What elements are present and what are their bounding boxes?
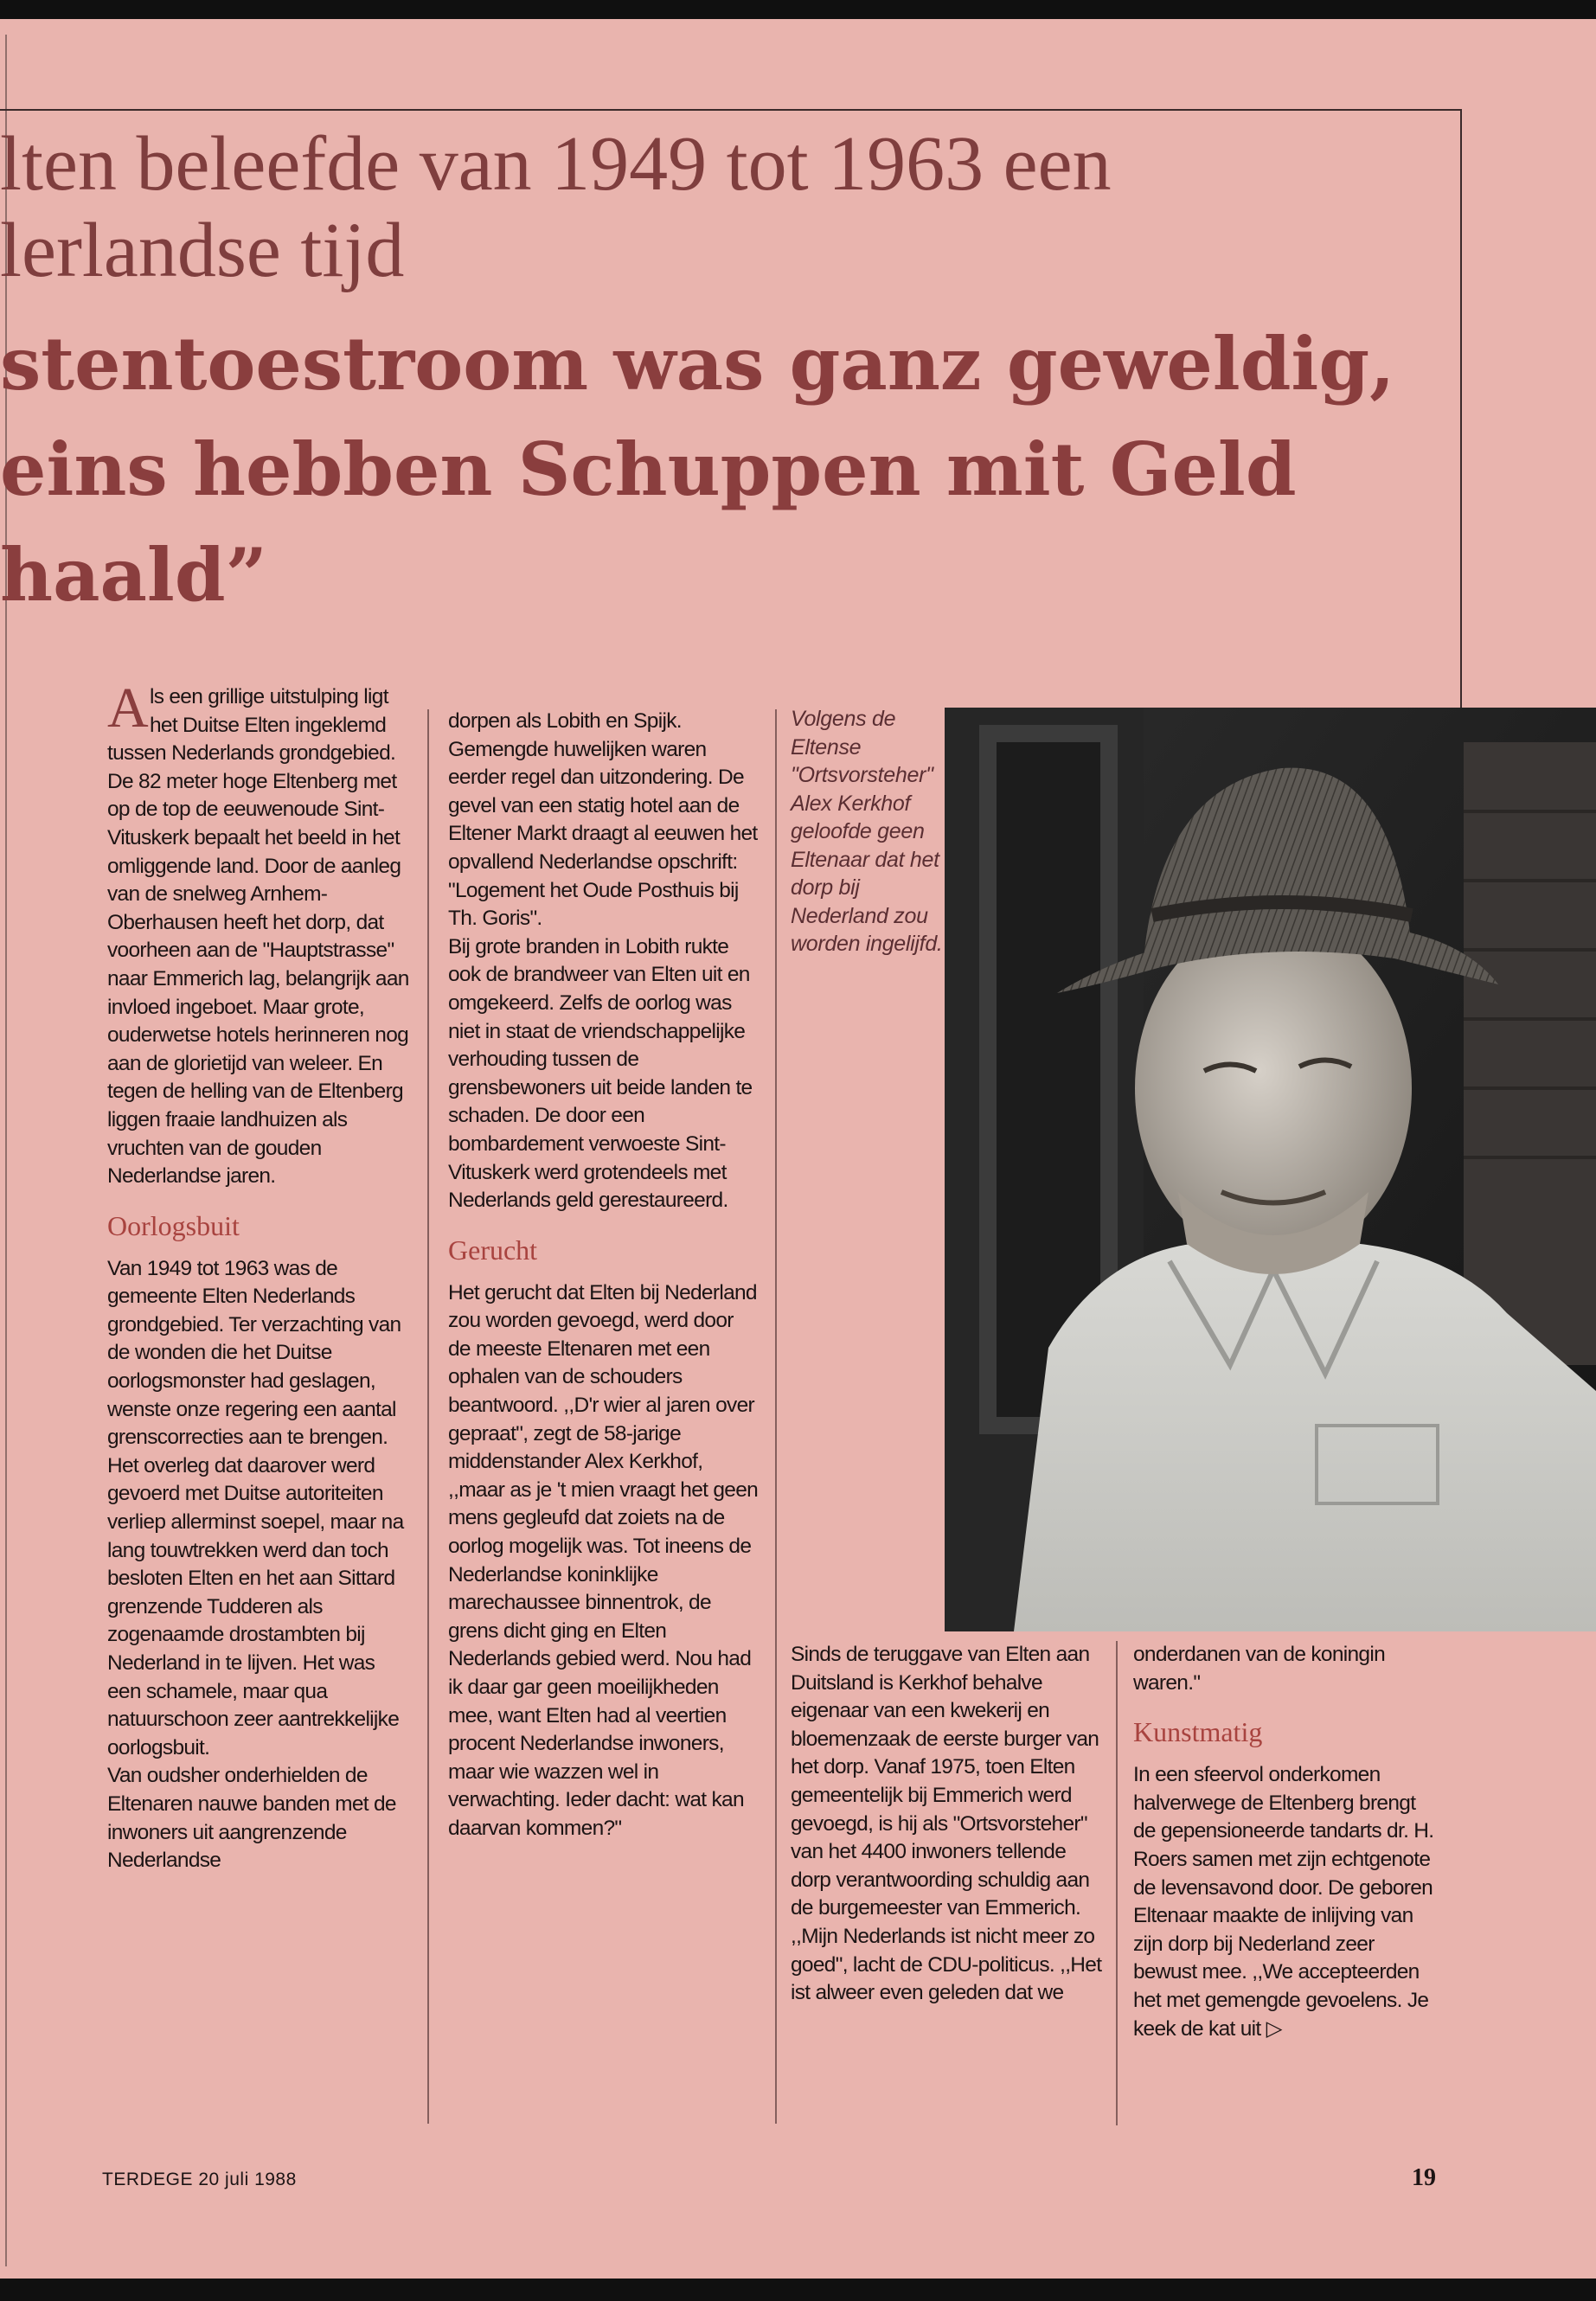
body-paragraph: Van oudsher onderhielden de Eltenaren nauwe banden met de inwoners uit aangrenzende Nederlandse	[107, 1764, 396, 1873]
kicker-line: lten beleefde van 1949 tot 1963 een	[0, 121, 1112, 207]
drop-cap: A	[107, 676, 148, 740]
column-2	[448, 708, 760, 1843]
body-paragraph: Het gerucht dat Elten bij Nederland zou worden gevoegd, werd door de meeste Eltenaren met een ophalen van de schouders beantwoord. ,,D'r wier al jaren over gepraat", zegt de 58-jarige middenstander Alex Kerkhof, ,,maar as je 't mien vraagt het geen mens gegleufd dat zoiets na de oorlog mogelijk was. Tot ineens de Nederlandse koninklijke marechaussee binnentrok, de grens dicht ging en Elten Nederlands gebied werd. Nou had ik daar gar geen moeilijkheden mee, want Elten had al veertien procent Nederlandse inwoners, maar wie wazzen wel in verwachting. Ieder dacht: wat kan daarvan kommen?"	[448, 1280, 759, 1840]
body-paragraph: In een sfeervol onderkomen halverwege de Eltenberg brengt de gepensioneerde tandarts dr. H. Roers samen met zijn echtgenote de levensavond door. De geboren Eltenaar maakte de inlijving van zijn dorp bij Nederland zeer bewust mee. ,,We accepteerden het met gemengde gevoelens. Je keek de kat uit ▷	[1133, 1763, 1434, 2041]
column-rule	[1116, 1641, 1118, 2125]
column-3	[791, 1641, 1102, 2008]
subheading-kunstmatig: Kunstmatig	[1133, 1716, 1263, 1748]
portrait-photo	[945, 708, 1596, 1631]
column-rule	[775, 709, 777, 2124]
body-paragraph: onderdanen van de koningin waren."	[1133, 1643, 1386, 1695]
column-rule	[427, 709, 429, 2124]
kicker-line: lerlandse tijd	[0, 208, 405, 293]
magazine-name: TERDEGE	[102, 2170, 194, 2189]
body-paragraph: Bij grote branden in Lobith rukte ook de brandweer van Elten uit en omgekeerd. Zelfs de oorlog was niet in staat de vriendschappelijke verhouding tussen de grensbewoners uit beide landen te schaden. De door een bombardement verwoeste Sint-Vituskerk werd grotendeels met Nederlands geld gerestaureerd.	[448, 934, 753, 1213]
scan-top-edge	[0, 0, 1596, 19]
article-kicker	[0, 121, 1112, 294]
headline-line: stentoestroom was ganz geweldig,	[0, 321, 1395, 407]
scan-bottom-edge	[0, 2279, 1596, 2301]
intro-paragraph	[107, 676, 410, 1191]
body-paragraph: Van 1949 tot 1963 was de gemeente Elten Nederlands grondgebied. Ter verzachting van de wonden die het Duitse oorlogsmonster had geslagen, wenste onze regering een aantal grenscorrecties aan te brengen. Het overleg dat daarover werd gevoerd met Duitse autoriteiten verliep allerminst soepel, maar na lang touwtrekken werd dan toch besloten Elten en het aan Sittard grenzende Tudderen als zogenaamde drostambten bij Nederland in te lijven. Het was een schamele, maar qua natuurschoon zeer aantrekkelijke oorlogsbuit.	[107, 1256, 404, 1759]
page-number: 19	[1412, 2164, 1436, 2191]
title-frame-right-rule	[1460, 109, 1462, 710]
subheading-gerucht: Gerucht	[448, 1234, 538, 1266]
body-paragraph: Sinds de teruggave van Elten aan Duitsland is Kerkhof behalve eigenaar van een kwekerij en bloemenzaak de eerste burger van het dorp. Vanaf 1975, toen Elten gemeentelijk bij Emmerich werd gevoegd, is hij als "Ortsvorsteher" van het 4400 inwoners tellende dorp verantwoording schuldig aan de burgemeester van Emmerich. ,,Mijn Nederlands ist nicht meer zo goed", lacht de CDU-politicus. ,,Het ist alweer even geleden dat we	[791, 1643, 1102, 2005]
intro-text: ls een grillige uitstulping ligt het Duitse Elten ingeklemd tussen Nederlands grondgebied. De 82 meter hoge Eltenberg met op de top de eeuwenoude Sint-Vituskerk bepaalt het beeld in het omliggende land. Door de aanleg van de snelweg Arnhem-Oberhausen heeft het dorp, dat voorheen aan de "Hauptstrasse" naar Emmerich lag, belangrijk aan invloed ingeboet. Maar grote, ouderwetse hotels herinneren nog aan de glorietijd van weleer. En tegen de helling van de Eltenberg liggen fraaie landhuizen als vruchten van de gouden Nederlandse jaren.	[107, 685, 409, 1189]
subheading-oorlogsbuit: Oorlogsbuit	[107, 1209, 240, 1241]
headline-line: eins hebben Schuppen mit Geld	[0, 426, 1297, 512]
headline-line: haald”	[0, 532, 267, 618]
photo-caption: Volgens de Eltense "Ortsvorsteher" Alex Kerkhof geloofde geen Eltenaar dat het dorp bij Nederland zou worden ingelijfd.	[791, 707, 943, 956]
body-paragraph: dorpen als Lobith en Spijk. Gemengde huwelijken waren eerder regel dan uitzondering. De gevel van een statig hotel aan de Eltener Markt draagt al eeuwen het opvallend Nederlandse opschrift: "Logement het Oude Posthuis bij Th. Goris".	[448, 709, 758, 931]
issue-date: 20 juli 1988	[198, 2170, 297, 2189]
title-frame-top-rule	[0, 109, 1462, 111]
column-4	[1133, 1641, 1436, 2043]
article-headline	[0, 311, 1394, 628]
page-footer-publication	[102, 2170, 297, 2190]
column-1	[107, 676, 410, 1875]
